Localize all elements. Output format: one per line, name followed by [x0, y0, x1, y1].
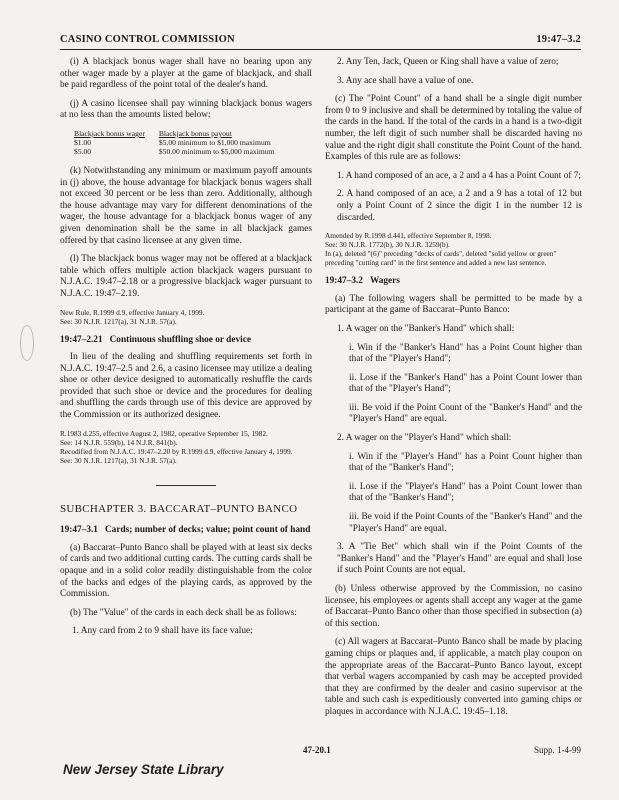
bonus-payout-table: [74, 129, 288, 156]
table-row: [74, 138, 288, 147]
table-row: [74, 147, 288, 156]
section-title: Cards; number of decks; value; point count of hand: [104, 525, 311, 536]
paragraph-c-1: 1. A hand composed of an ace, a 2 and a 4 has a Point Count of 7;: [337, 170, 581, 181]
header-title: CASINO CONTROL COMMISSION: [60, 34, 235, 45]
supplement-date: Supp. 1-4-99: [534, 745, 581, 755]
table-cell: $5.00: [74, 146, 92, 156]
page-number: 47-20.1: [303, 745, 331, 755]
library-stamp: New Jersey State Library: [63, 762, 224, 777]
wager-1-i: i. Win if the "Banker's Hand" has a Point Count higher than that of the "Player's Hand";: [349, 342, 582, 365]
section-heading-3-1: [60, 525, 312, 537]
paragraph-b-3: 3. Any ace shall have a value of one.: [337, 75, 474, 86]
paragraph-c-2: 2. A hand composed of an ace, a 2 and a 9 has a total of 12 but only a Point Count of 2 since the digit 1 in the number 12 is discarded.: [337, 189, 582, 223]
paragraph-c: (c) The "Point Count" of a hand shall be a single digit number from 0 to 9 inclusive and shall be determined by totaling the value of the cards in the hand. If the total of the cards in a hand is a two-digit number, the left digit of such number shall be discarded having no value and the right digit shall constitute the Point Count of the hand. Examples of this rule are as follows:: [325, 94, 582, 163]
wager-3: 3. A "Tie Bet" which shall win if the Point Counts of the "Banker's Hand" and the "Player's Hand" are equal and shall lose if such Point Counts are not equal.: [337, 542, 582, 576]
history-line: See: 14 N.J.R. 559(b), 14 N.J.R. 841(b).: [60, 437, 178, 447]
paragraph-j: (j) A casino licensee shall pay winning blackjack bonus wagers at no less than the amounts listed below:: [60, 98, 312, 121]
section-divider: [156, 485, 216, 486]
header-section-number: 19:47–3.2: [536, 34, 581, 45]
paragraph-2-21: In lieu of the dealing and shuffling requirements set forth in N.J.A.C. 19:47–2.5 and 2.6, a casino licensee may utilize a dealing shoe or other device designed to automatically reshuffle the cards provided that such shoe or device and the procedures for dealing and shuffling the cards through use of this device are approved by the Commission or its authorized designee.: [60, 352, 312, 421]
wager-2-ii: ii. Lose if the "Player's Hand" has a Point Count lower than that of the "Banker's Hand";: [349, 481, 582, 504]
section-heading-2-21: [60, 335, 312, 347]
paragraph-l: (l) The blackjack bonus wager may not be offered at a blackjack table which offers multiple action blackjack wagers pursuant to N.J.A.C. 19:47–2.18 or a progressive blackjack wager pursuant to N.J.A.C. 19:47–2.19.: [60, 254, 312, 299]
table-header-cell: Blackjack bonus payout: [158, 128, 232, 138]
subchapter-heading: SUBCHAPTER 3. BACCARAT–PUNTO BANCO: [60, 502, 298, 515]
section-number: 19:47–2.21: [60, 334, 103, 345]
paragraph-b-2: 2. Any Ten, Jack, Queen or King shall have a value of zero;: [337, 57, 559, 67]
history-line: New Rule, R.1999 d.9, effective January 4, 1999.: [60, 307, 205, 317]
punch-hole-mark: [20, 325, 34, 361]
paragraph-3-2-a: (a) The following wagers shall be permitted to be made by a participant at the game of Baccarat–Punto Banco:: [325, 293, 582, 316]
section-title: Continuous shuffling shoe or device: [109, 334, 251, 345]
paragraph-3-2-c: (c) All wagers at Baccarat–Punto Banco shall be made by placing gaming chips or plaques and, if applicable, a match play coupon on the appropriate areas of the Baccarat–Punto Banco layout, except that verbal wagers accompanied by cash may be accepted provided that they are confirmed by the dealer and casino supervisor at the table and such cash is expeditiously converted into gaming chips or plaques in accordance with N.J.A.C. 19:45–1.18.: [325, 637, 582, 717]
section-number: 19:47–3.1: [60, 525, 98, 536]
wager-1: 1. A wager on the "Banker's Hand" which shall:: [337, 323, 515, 334]
history-line: See: 30 N.J.R. 1217(a), 31 N.J.R. 57(a).: [60, 455, 177, 465]
wager-2: 2. A wager on the "Player's Hand" which shall:: [337, 433, 512, 444]
history-note: [60, 308, 312, 326]
paragraph-i: (i) A blackjack bonus wager shall have no bearing upon any other wager made by a player at the game of blackjack, and shall be paid regardless of the point total of the dealer's hand.: [60, 57, 312, 91]
table-header-row: [74, 129, 288, 138]
table-cell: $1.00: [74, 137, 92, 147]
paragraph-3-1-b: (b) The "Value" of the cards in each deck shall be as follows:: [70, 607, 297, 618]
table-cell: $5.00 minimum to $1,000 maximum: [158, 137, 271, 147]
wager-2-iii: iii. Be void if the Point Counts of the "Banker's Hand" and the "Player's Hand" are equal.: [349, 512, 582, 534]
paragraph-3-1-b-1: 1. Any card from 2 to 9 shall have its face value;: [72, 626, 253, 637]
section-heading-3-2: [325, 276, 582, 288]
history-line: See: 30 N.J.R. 1217(a), 31 N.J.R. 57(a).: [60, 316, 177, 326]
section-title: Wagers: [369, 276, 400, 287]
section-number: 19:47–3.2: [325, 276, 363, 287]
paragraph-3-1-a: (a) Baccarat–Punto Banco shall be played with at least six decks of cards and two additional cutting cards. The cutting cards shall be opaque and in a solid color readily distinguishable from the color of the backs and edges of the playing cards, as approved by the Commission.: [60, 542, 312, 600]
history-line: Recodified from N.J.A.C. 19:47–2.20 by R.1999 d.9, effective January 4, 1999.: [60, 446, 293, 456]
table-cell: $50.00 minimum to $5,000 maximum: [158, 146, 275, 156]
wager-2-i: i. Win if the "Player's Hand" has a Point Count higher than that of the "Banker's Hand";: [349, 451, 582, 474]
history-line: In (a), deleted "(6)" preceding "decks of cards", deleted "solid yellow or green" preceding "cutting card" in the first sentence and added a new last sentence.: [325, 249, 557, 268]
wager-1-iii: iii. Be void if the Point Count of the "Banker's Hand" and the "Player's Hand" are equal.: [349, 402, 582, 425]
history-line: See: 30 N.J.R. 1772(b), 30 N.J.R. 3259(b).: [325, 240, 450, 250]
table-header-cell: Blackjack bonus wager: [74, 128, 145, 138]
right-column: [325, 57, 582, 726]
history-note: [325, 231, 582, 267]
wager-1-ii: ii. Lose if the "Banker's Hand" has a Point Count lower than that of the "Player's Hand";: [349, 372, 582, 395]
left-column: [60, 57, 312, 645]
page-header: [60, 33, 581, 50]
history-line: R.1983 d.255, effective August 2, 1982, operative September 15, 1982.: [60, 428, 268, 438]
history-line: Amended by R.1998 d.441, effective September 8, 1998.: [325, 231, 492, 241]
history-note: [60, 429, 312, 465]
paragraph-3-2-b: (b) Unless otherwise approved by the Commission, no casino licensee, his employees or agents shall accept any wager at the game of Baccarat–Punto Banco other than those specified in subsection (a) of this section.: [325, 584, 582, 629]
paragraph-k: (k) Notwithstanding any minimum or maximum payoff amounts in (j) above, the house advantage for blackjack bonus wagers shall not exceed 30 percent or be less than zero. Additionally, although the house advantage may vary for different denominations of the wager, the house advantage for a blackjack bonus wager of any given denomination shall be the same in all blackjack games offered by that casino licensee at any given time.: [60, 165, 312, 246]
